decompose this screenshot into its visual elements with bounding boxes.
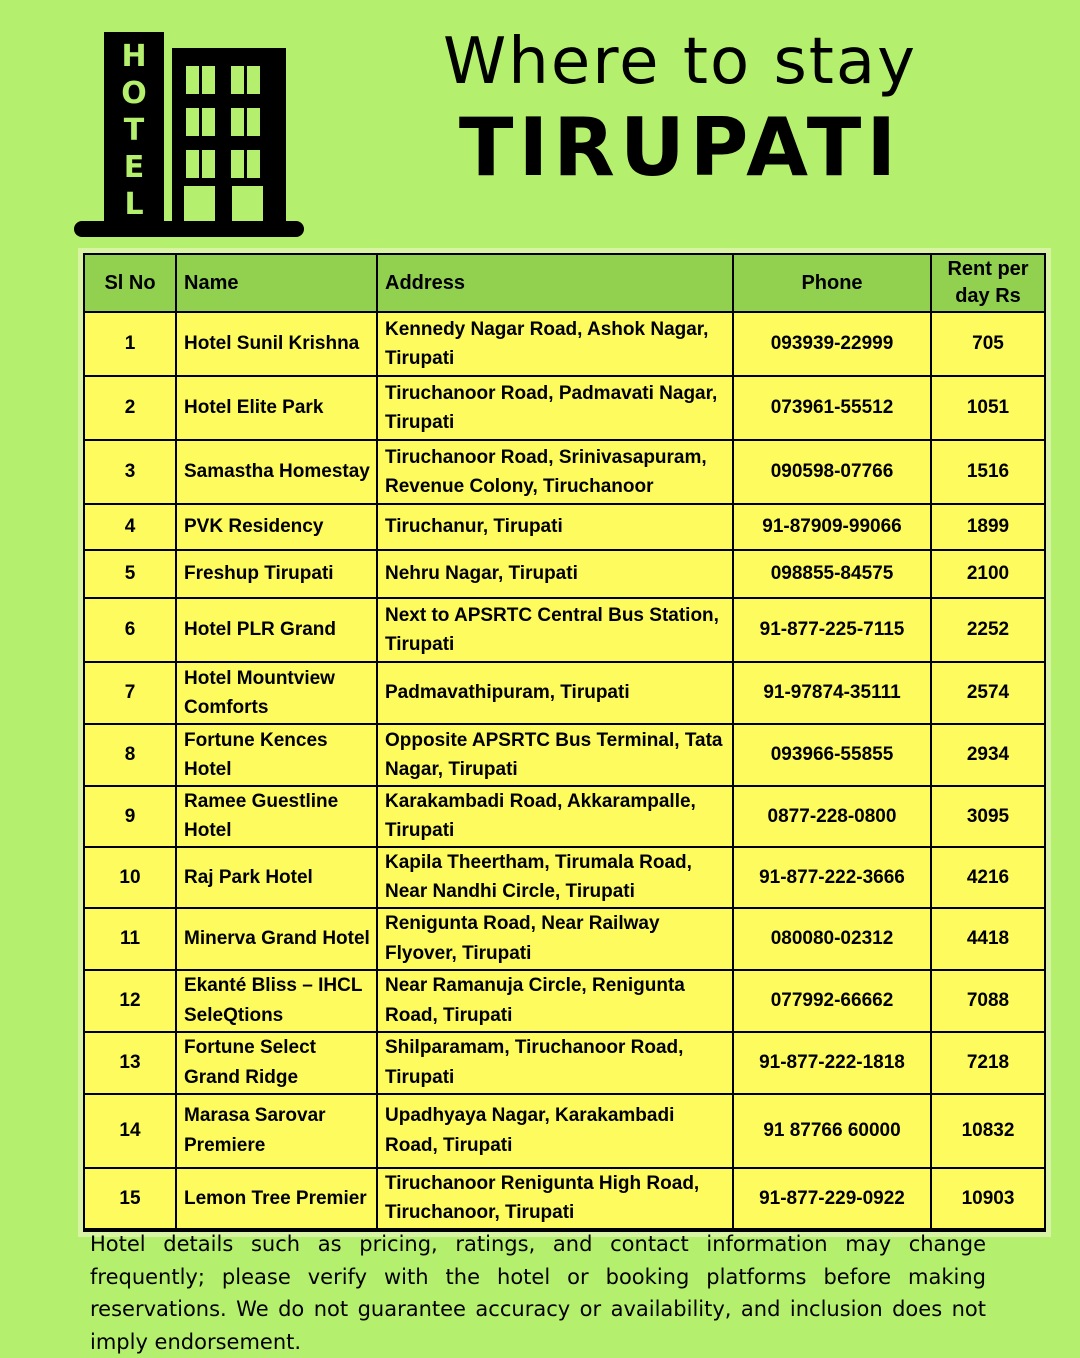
sign-letter: L (124, 187, 144, 222)
cell-sl: 9 (84, 786, 176, 847)
cell-rent: 3095 (931, 786, 1045, 847)
cell-sl: 15 (84, 1168, 176, 1230)
poster-titles (340, 25, 1020, 194)
cell-address: Renigunta Road, Near Railway Flyover, Tirupati (377, 908, 733, 970)
sign-letter: T (123, 113, 145, 148)
sign-letter: O (121, 76, 147, 111)
cell-address: Tiruchanoor Renigunta High Road, Tiruchanoor, Tirupati (377, 1168, 733, 1230)
cell-rent: 705 (931, 312, 1045, 376)
table-row (84, 504, 1045, 550)
cell-address: Karakambadi Road, Akkarampalle, Tirupati (377, 786, 733, 847)
cell-address: Tiruchanur, Tirupati (377, 504, 733, 550)
header-address: Address (377, 254, 733, 312)
table-row (84, 1032, 1045, 1094)
cell-sl: 11 (84, 908, 176, 970)
cell-sl: 2 (84, 376, 176, 440)
hotel-table (83, 253, 1046, 1232)
cell-name: Hotel Elite Park (176, 376, 377, 440)
cell-rent: 7218 (931, 1032, 1045, 1094)
cell-address: Padmavathipuram, Tirupati (377, 662, 733, 724)
cell-address: Tiruchanoor Road, Srinivasapuram, Revenue Colony, Tiruchanoor (377, 440, 733, 504)
header-rent: Rent per day Rs (931, 254, 1045, 312)
cell-name: Ekanté Bliss – IHCL SeleQtions (176, 970, 377, 1032)
hotel-building-icon (74, 30, 304, 237)
cell-phone: 093966-55855 (733, 724, 931, 786)
cell-sl: 13 (84, 1032, 176, 1094)
cell-name: Raj Park Hotel (176, 847, 377, 908)
cell-phone: 91-877-229-0922 (733, 1168, 931, 1230)
cell-phone: 91-877-222-1818 (733, 1032, 931, 1094)
cell-sl: 1 (84, 312, 176, 376)
cell-sl: 3 (84, 440, 176, 504)
cell-sl: 6 (84, 598, 176, 662)
header-phone: Phone (733, 254, 931, 312)
table-row (84, 550, 1045, 598)
cell-sl: 7 (84, 662, 176, 724)
cell-sl: 12 (84, 970, 176, 1032)
cell-phone: 090598-07766 (733, 440, 931, 504)
cell-address: Opposite APSRTC Bus Terminal, Tata Nagar, Tirupati (377, 724, 733, 786)
cell-phone: 91 87766 60000 (733, 1094, 931, 1168)
cell-rent: 10903 (931, 1168, 1045, 1230)
table-header-row (84, 254, 1045, 312)
disclaimer-text: Hotel details such as pricing, ratings, and contact information may change frequently; please verify with the hotel or booking platforms before making reservations. We do not guarantee accuracy or availability, and inclusion does not imply endorsement. (90, 1232, 986, 1354)
table-row (84, 1094, 1045, 1168)
cell-name: Hotel PLR Grand (176, 598, 377, 662)
cell-phone: 91-877-225-7115 (733, 598, 931, 662)
cell-sl: 14 (84, 1094, 176, 1168)
header-name: Name (176, 254, 377, 312)
cell-name: Hotel Sunil Krishna (176, 312, 377, 376)
cell-phone: 077992-66662 (733, 970, 931, 1032)
cell-phone: 080080-02312 (733, 908, 931, 970)
cell-rent: 4216 (931, 847, 1045, 908)
icon-base (74, 221, 304, 237)
table-row (84, 908, 1045, 970)
table-row (84, 786, 1045, 847)
cell-address: Next to APSRTC Central Bus Station, Tirupati (377, 598, 733, 662)
cell-name: Lemon Tree Premier (176, 1168, 377, 1230)
cell-name: Fortune Kences Hotel (176, 724, 377, 786)
cell-phone: 073961-55512 (733, 376, 931, 440)
cell-rent: 4418 (931, 908, 1045, 970)
cell-address: Shilparamam, Tiruchanoor Road, Tirupati (377, 1032, 733, 1094)
cell-name: Freshup Tirupati (176, 550, 377, 598)
cell-phone: 093939-22999 (733, 312, 931, 376)
hotel-table-body (84, 312, 1045, 1230)
cell-rent: 7088 (931, 970, 1045, 1032)
cell-sl: 5 (84, 550, 176, 598)
cell-phone: 91-877-222-3666 (733, 847, 931, 908)
cell-name: Marasa Sarovar Premiere (176, 1094, 377, 1168)
header-sl-no: Sl No (84, 254, 176, 312)
cell-rent: 1516 (931, 440, 1045, 504)
table-row (84, 440, 1045, 504)
table-row (84, 724, 1045, 786)
cell-name: Hotel Mountview Comforts (176, 662, 377, 724)
cell-rent: 1899 (931, 504, 1045, 550)
cell-phone: 098855-84575 (733, 550, 931, 598)
cell-address: Nehru Nagar, Tirupati (377, 550, 733, 598)
sign-letter: H (121, 39, 147, 74)
cell-rent: 2574 (931, 662, 1045, 724)
cell-address: Upadhyaya Nagar, Karakambadi Road, Tirupati (377, 1094, 733, 1168)
cell-address: Near Ramanuja Circle, Renigunta Road, Tirupati (377, 970, 733, 1032)
cell-address: Kapila Theertham, Tirumala Road, Near Nandhi Circle, Tirupati (377, 847, 733, 908)
cell-rent: 2252 (931, 598, 1045, 662)
cell-phone: 0877-228-0800 (733, 786, 931, 847)
table-row (84, 312, 1045, 376)
table-row (84, 1168, 1045, 1230)
table-row (84, 847, 1045, 908)
cell-name: PVK Residency (176, 504, 377, 550)
table-row (84, 662, 1045, 724)
cell-rent: 1051 (931, 376, 1045, 440)
cell-name: Minerva Grand Hotel (176, 908, 377, 970)
cell-rent: 10832 (931, 1094, 1045, 1168)
cell-rent: 2934 (931, 724, 1045, 786)
cell-name: Fortune Select Grand Ridge (176, 1032, 377, 1094)
sign-letter: E (123, 150, 145, 185)
cell-rent: 2100 (931, 550, 1045, 598)
poster-title: Where to stay (443, 25, 917, 99)
cell-address: Tiruchanoor Road, Padmavati Nagar, Tirupati (377, 376, 733, 440)
cell-address: Kennedy Nagar Road, Ashok Nagar, Tirupati (377, 312, 733, 376)
cell-name: Ramee Guestline Hotel (176, 786, 377, 847)
table-row (84, 970, 1045, 1032)
poster-city-title: TIRUPATI (458, 100, 902, 194)
cell-sl: 10 (84, 847, 176, 908)
table-row (84, 376, 1045, 440)
cell-sl: 8 (84, 724, 176, 786)
table-row (84, 598, 1045, 662)
hotel-table-wrapper (78, 248, 1051, 1237)
cell-sl: 4 (84, 504, 176, 550)
cell-phone: 91-97874-35111 (733, 662, 931, 724)
cell-name: Samastha Homestay (176, 440, 377, 504)
cell-phone: 91-87909-99066 (733, 504, 931, 550)
